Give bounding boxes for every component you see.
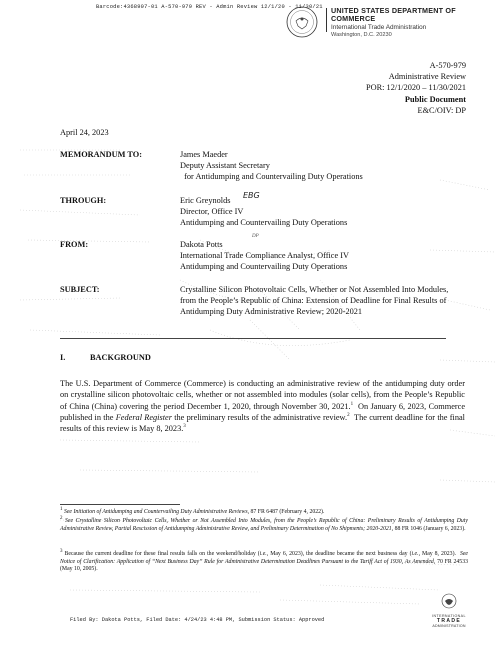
through-label: THROUGH: <box>60 196 107 205</box>
department-seal-icon <box>286 6 318 38</box>
case-block <box>366 60 466 116</box>
para-text-3: the preliminary results of the administrative review. <box>171 412 348 422</box>
review-type: Administrative Review <box>388 72 466 82</box>
from-block <box>180 240 465 272</box>
memo-to-label: MEMORANDUM TO: <box>60 150 142 159</box>
footnote-2-italic: See Crystalline Silicon Photovoltaic Cells, Whether or Not Assembled Into Modules, from the People’s Republic of China: Preliminary Results of Antidumping Duty Administrative Review, Partial Rescission of Antidumping Administrative Review, and Preliminary Determination of No Shipments; 2020-2021 <box>60 518 468 532</box>
agency-name: UNITED STATES DEPARTMENT OF COMMERCE <box>331 6 456 24</box>
footnote-1-text: , 87 FR 6487 (February 4, 2022). <box>247 509 325 515</box>
eagle-emblem-icon <box>441 593 457 609</box>
footnote-3-text-d: , 70 FR 24533 (May 10, 2005). <box>60 558 468 573</box>
from-title-2: Antidumping and Countervailing Duty Operations <box>180 261 348 271</box>
para-text-4: The current deadline for the final results of this review is May 8, 2023. <box>60 412 468 434</box>
case-number: A-570-979 <box>429 61 466 70</box>
footnote-1-italic: See Initiation of Antidumping and Countervailing Duty Administrative Reviews <box>63 509 248 515</box>
footnote-3 <box>60 551 468 574</box>
through-block <box>180 196 465 228</box>
footnote-3-text-b: , May 6, 2023), the deadline became the next business day ( <box>266 551 412 557</box>
agency-subname: International Trade Administration <box>331 23 427 31</box>
footnote-3-ie-1: i.e. <box>259 551 267 557</box>
section-heading <box>60 353 151 362</box>
footnote-number-2: 2 <box>60 516 63 522</box>
memo-to-block <box>180 150 465 182</box>
para-text-1: The U.S. Department of Commerce (Commerce) is conducting an administrative review of the antidumping duty order on crystalline silicon photovoltaic cells, whether or not assembled into modules (solar cells), from the People’s Republic of China (China) covering the period December 1, 2020, through November 30, 2021. <box>60 379 465 411</box>
footnote-3-text-a: Because the current deadline for these final results falls on the weekend/holiday ( <box>64 551 260 557</box>
footnote-ref-2[interactable]: 2 <box>347 413 350 419</box>
header-divider <box>326 8 327 32</box>
footnote-3-italic: See Notice of Clarification: Application of “Next Business Day” Rule for Administrative Determination Deadlines Pursuant to the Tariff Act of 1930, As Amended <box>60 551 468 565</box>
from-name: Dakota Potts <box>180 240 223 249</box>
footnote-2 <box>60 518 468 533</box>
to-name: James Maeder <box>180 150 228 159</box>
subject-divider <box>60 338 446 339</box>
footnote-number-1: 1 <box>60 507 63 513</box>
to-title-1: Deputy Assistant Secretary <box>180 160 270 170</box>
footnote-ref-3[interactable]: 3 <box>183 424 186 430</box>
from-initials: DP <box>252 234 259 239</box>
footnote-1 <box>60 509 468 517</box>
through-name: Eric Greynolds <box>180 196 231 205</box>
footnote-ref-1[interactable]: 1 <box>350 401 354 407</box>
to-title-2: for Antidumping and Countervailing Duty Operations <box>180 171 363 181</box>
period-of-review: POR: 12/1/2020 – 11/30/2021 <box>366 83 466 93</box>
document-type: Public Document <box>404 94 466 104</box>
from-title-1: International Trade Compliance Analyst, Office IV <box>180 250 349 260</box>
through-initials: EBG <box>243 191 260 200</box>
footnote-2-text: , 88 FR 1046 (January 6, 2023). <box>391 525 466 532</box>
through-title-1: Director, Office IV <box>180 206 244 216</box>
footnote-3-ie-2: i.e. <box>411 551 419 557</box>
office-code: E&C/OIV: DP <box>417 105 466 115</box>
memo-date: April 24, 2023 <box>60 128 109 137</box>
through-title-2: Antidumping and Countervailing Duty Operations <box>180 217 348 227</box>
agency-address: Washington, D.C. 20230 <box>331 31 392 38</box>
logo-line-1: INTERNATIONAL <box>432 614 466 618</box>
barcode-line: Barcode:4368907-01 A-570-979 REV - Admin Review 12/1/20 - 11/30/21 <box>96 4 323 10</box>
footnote-divider <box>60 504 180 505</box>
para-text-2: On January 6, 2023, Commerce published in the <box>60 401 468 422</box>
logo-line-2: TRADE <box>436 618 462 624</box>
logo-line-3: ADMINISTRATION <box>432 624 466 628</box>
federal-register-ref: Federal Register <box>115 412 172 422</box>
background-paragraph <box>60 378 468 434</box>
footnote-number-3: 3 <box>60 549 63 555</box>
subject-label: SUBJECT: <box>60 285 100 294</box>
ita-logo <box>432 593 466 628</box>
section-title: BACKGROUND <box>90 353 151 362</box>
subject-text: Crystalline Silicon Photovoltaic Cells, Whether or Not Assembled Into Modules, from the People’s Republic of China: Extension of Deadline for Final Results of Antidumping Duty Administrative Review; 2020-2021 <box>180 285 449 316</box>
from-label: FROM: <box>60 240 89 249</box>
agency-block <box>331 7 500 38</box>
footnote-3-text-c: , May 8, 2023). <box>418 551 460 557</box>
filing-footer: Filed By: Dakota Potts, Filed Date: 4/24/23 4:48 PM, Submission Status: Approved <box>70 617 325 623</box>
section-number: I. <box>60 353 66 362</box>
